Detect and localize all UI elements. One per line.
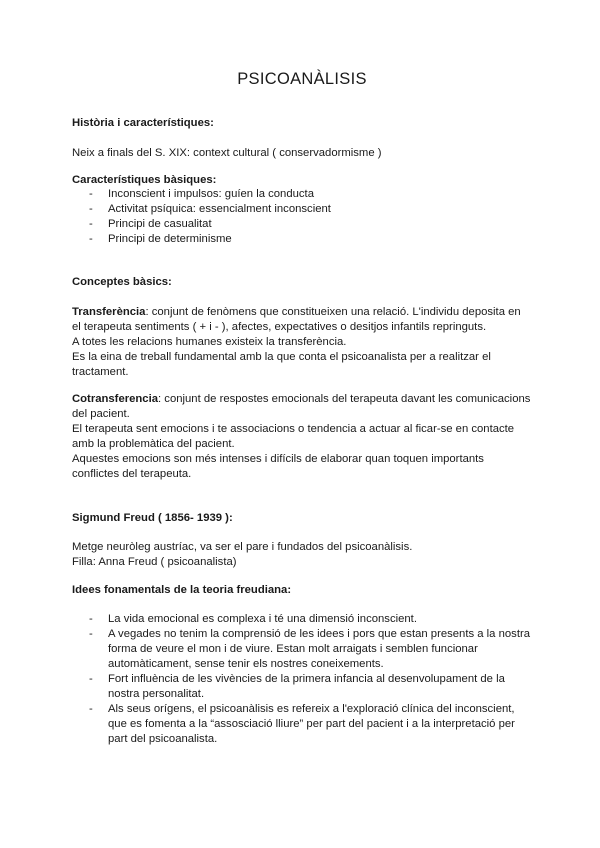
basics-heading: Característiques bàsiques: [72, 174, 217, 186]
ideas-list [72, 612, 532, 747]
freud-heading: Sigmund Freud ( 1856- 1939 ): [72, 512, 233, 524]
countertransfer-paragraph: Aquestes emocions son més intenses i difícils de elaborar quan toquen importants conflictes del terapeuta. [72, 453, 484, 480]
list-item: - Als seus orígens, el psicoanàlisis es refereix a l'exploració clínica del inconscient, que es fomenta a la “assosciació lliure” per part del pacient i a la interpretació per part del psicoanalista. [72, 702, 532, 747]
countertransfer-section [72, 392, 532, 482]
ideas-heading: Idees fonamentals de la teoria freudiana: [72, 584, 292, 596]
basics-list [72, 187, 532, 247]
countertransfer-definition: Cotransferencia: conjunt de respostes emocionals del terapeuta davant les comunicacions del pacient. [72, 393, 531, 420]
freud-text [72, 540, 532, 570]
history-heading: Història i característiques: [72, 117, 214, 129]
page-title: PSICOANÀLISIS [237, 70, 367, 88]
transfer-definition: Transferència: conjunt de fenòmens que constitueixen una relació. L'individu deposita en el terapeuta sentiments ( + i - ), afectes, expectatives o desitjos infantils repringuts. [72, 306, 521, 333]
history-text: Neix a finals del S. XIX: context cultural ( conservadormisme ) [72, 147, 382, 159]
list-item: - Principi de casualitat [72, 217, 532, 232]
list-item: - Inconscient i impulsos: guíen la conducta [72, 187, 532, 202]
list-item: - Activitat psíquica: essencialment inconscient [72, 202, 532, 217]
countertransfer-paragraph: El terapeuta sent emocions i te associacions o tendencia a actuar al ficar-se en contacte amb la problemàtica del pacient. [72, 423, 515, 450]
freud-line: Metge neuròleg austríac, va ser el pare i fundados del psicoanàlisis. [72, 541, 413, 553]
list-item: - La vida emocional es complexa i té una dimensió inconscient. [72, 612, 532, 627]
list-item: - A vegades no tenim la comprensió de les idees i pors que estan presents a la nostra forma de veure el mon i de viure. Estan molt arraigats i semblen funcionar automàticament, sense tenir els nostres coneixements. [72, 627, 532, 672]
concepts-heading: Conceptes bàsics: [72, 276, 172, 288]
list-item: - Fort influència de les vivències de la primera infancia al desenvolupament de la nostra personalitat. [72, 672, 532, 702]
freud-line: Filla: Anna Freud ( psicoanalista) [72, 556, 237, 568]
countertransfer-term: Cotransferencia [72, 393, 159, 405]
transfer-term: Transferència [72, 306, 146, 318]
list-item: - Principi de determinisme [72, 232, 532, 247]
transfer-section [72, 305, 532, 380]
transfer-paragraph: Es la eina de treball fundamental amb la que conta el psicoanalista per a realitzar el tractament. [72, 351, 491, 378]
transfer-paragraph: A totes les relacions humanes existeix la transferència. [72, 336, 347, 348]
